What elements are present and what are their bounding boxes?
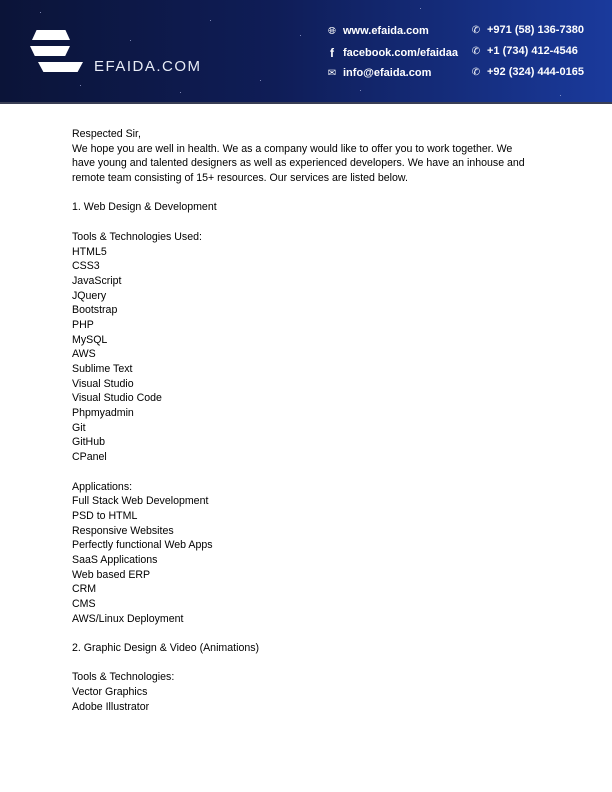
tool-item: Sublime Text (72, 363, 133, 375)
letterhead-banner (0, 0, 612, 104)
website-link[interactable] (326, 25, 429, 37)
section-title: 2. Graphic Design & Video (Animations) (72, 642, 260, 655)
tool-item: CSS3 (72, 260, 100, 273)
tools-heading: Tools & Technologies Used: (72, 230, 202, 243)
phone-text: +92 (324) 444-0165 (487, 66, 584, 78)
tool-item: GitHub (72, 436, 105, 449)
phone-text: +971 (58) 136-7380 (487, 24, 584, 36)
application-item: SaaS Applications (72, 553, 158, 566)
application-item: AWS/Linux Deployment (72, 612, 184, 625)
phone-1[interactable] (470, 24, 584, 36)
application-item: Full Stack Web Development (72, 495, 209, 508)
phone-3[interactable] (470, 66, 584, 78)
tool-item: AWS (72, 348, 96, 361)
phone-2[interactable] (470, 45, 578, 57)
tool-item: MySQL (72, 333, 108, 346)
tool-item: Phpmyadmin (72, 407, 134, 420)
intro-line: have young and talented designers as well as experienced developers. We have an inhouse and (72, 157, 525, 170)
intro-line: We hope you are well in health. We as a company would like to offer you to work together. We (72, 142, 513, 155)
tool-item: HTML5 (72, 245, 107, 258)
application-item: Responsive Websites (72, 524, 174, 537)
application-item: CRM (72, 583, 97, 596)
website-text: www.efaida.com (343, 25, 429, 37)
tool-item: Git (72, 421, 86, 434)
applications-list (72, 494, 552, 626)
tools-list (72, 685, 552, 714)
phone-text: +1 (734) 412-4546 (487, 45, 578, 57)
email-link[interactable] (326, 67, 431, 79)
tool-item: PHP (72, 318, 94, 331)
tool-item: Visual Studio Code (72, 392, 162, 405)
tool-item: Vector Graphics (72, 686, 148, 699)
facebook-icon: f (330, 46, 334, 60)
email-text: info@efaida.com (343, 67, 432, 79)
application-item: Perfectly functional Web Apps (72, 539, 213, 552)
section-title: 1. Web Design & Development (72, 201, 217, 214)
phone-icon: ✆ (471, 45, 481, 57)
intro-line: remote team consisting of 15+ resources. Our services are listed below. (72, 172, 408, 185)
facebook-text: facebook.com/efaidaa (343, 47, 458, 59)
mail-icon: ✉ (327, 67, 337, 79)
tool-item: Bootstrap (72, 304, 118, 317)
tool-item: Adobe Illustrator (72, 700, 150, 713)
tools-heading: Tools & Technologies: (72, 671, 175, 684)
globe-icon: 🌐︎ (328, 25, 336, 37)
letter-body (72, 127, 552, 715)
application-item: PSD to HTML (72, 509, 138, 522)
applications-heading: Applications: (72, 480, 133, 493)
application-item: CMS (72, 598, 96, 610)
phone-icon: ✆ (471, 24, 481, 36)
logo-text: EFAIDA.COM (94, 58, 202, 75)
tool-item: CPanel (72, 451, 107, 464)
tool-item: JavaScript (72, 274, 122, 287)
tool-item: JQuery (72, 289, 107, 302)
phone-icon: ✆ (471, 66, 481, 78)
facebook-link[interactable] (326, 46, 458, 60)
tool-item: Visual Studio (72, 377, 134, 390)
greeting: Respected Sir, (72, 128, 141, 140)
tools-list (72, 245, 552, 465)
application-item: Web based ERP (72, 568, 151, 581)
